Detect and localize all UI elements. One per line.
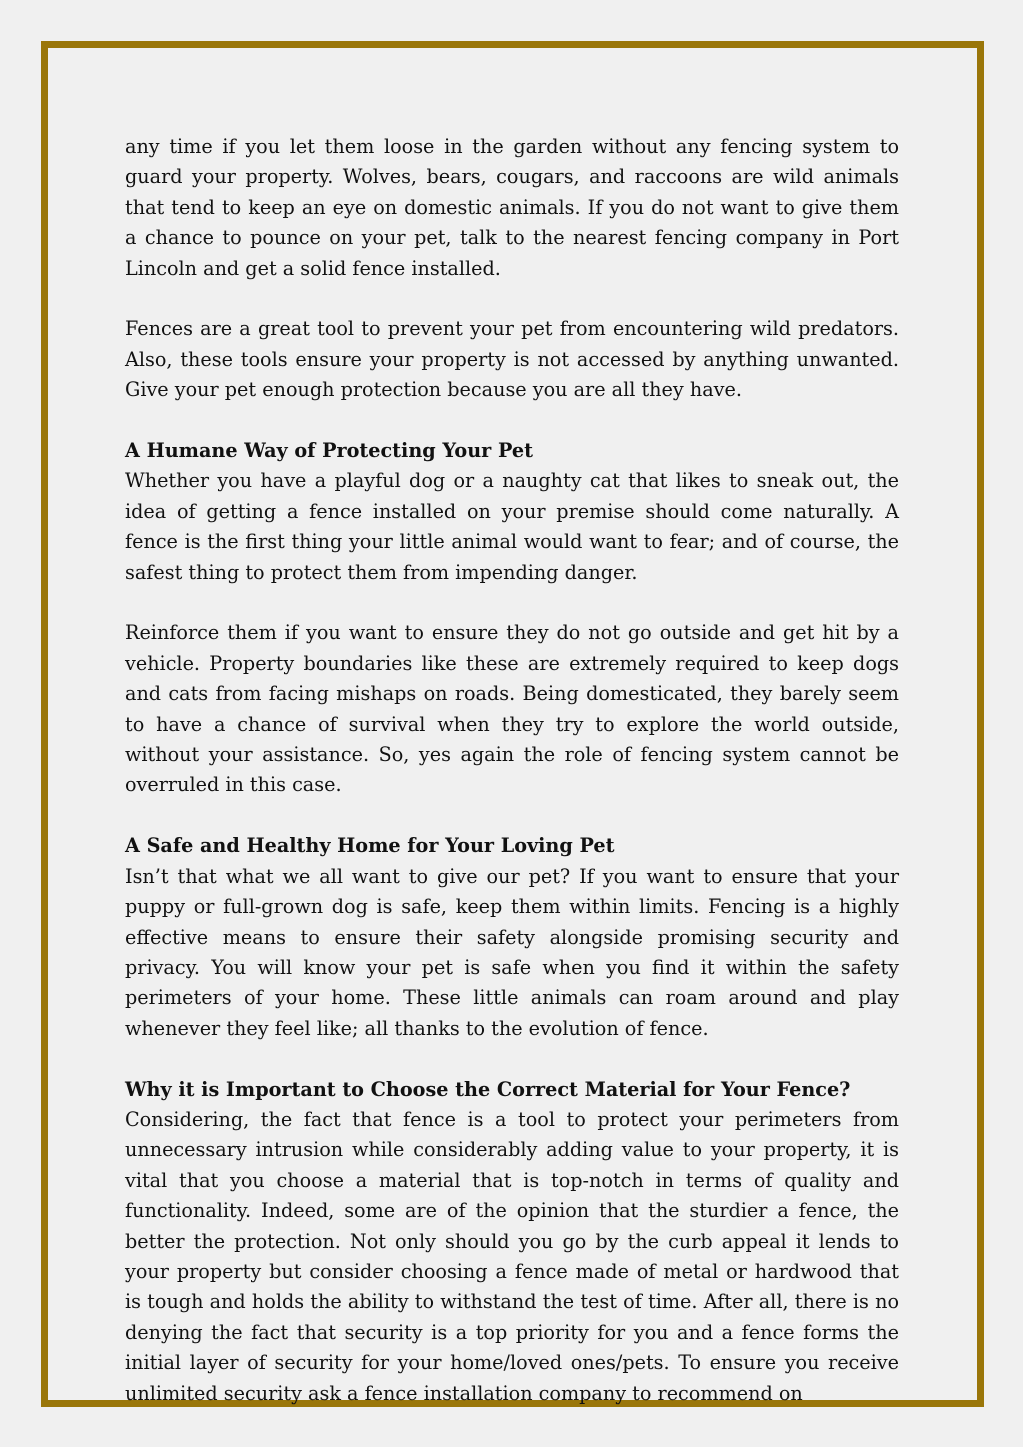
section-humane-way [125, 436, 899, 801]
document-body [125, 132, 899, 1439]
intro-paragraph-2: Fences are a great tool to prevent your pet from encountering wild predators. Also, these tools ensure your property is not accessed by anything unwanted. Give your pet enough protection because you are all they have. [125, 317, 899, 402]
section-paragraph: Whether you have a playful dog or a naughty cat that likes to sneak out, the idea of getting a fence installed on your premise should come naturally. A fence is the first thing your little animal would want to fear; and of course, the safest thing to protect them from impending danger. [125, 469, 899, 584]
section-paragraph: Considering, the fact that fence is a tool to protect your perimeters from unnecessary intrusion while considerably adding value to your property, it is vital that you choose a material that is top-notch in terms of quality and functionality. Indeed, some are of the opinion that the sturdier a fence, the better the protection. Not only should you go by the curb appeal it lends to your property but consider choosing a fence made of metal or hardwood that is tough and holds the ability to withstand the test of time. After all, there is no denying the fact that security is a top priority for you and a fence forms the initial layer of security for your home/loved ones/pets. To ensure you receive unlimited security ask a fence installation company to recommend on [125, 1107, 899, 1405]
section-heading: A Safe and Healthy Home for Your Loving Pet [125, 834, 615, 858]
section-paragraph: Reinforce them if you want to ensure they do not go outside and get hit by a vehicle. Property boundaries like these are extremely required to keep dogs and cats from facing mishaps on roads. Being domesticated, they barely seem to have a chance of survival when they try to explore the world outside, without your assistance. So, yes again the role of fencing system cannot be overruled in this case. [125, 621, 899, 797]
section-correct-material [125, 1075, 899, 1409]
section-paragraph: Isn’t that what we all want to give our pet? If you want to ensure that your puppy or full-grown dog is safe, keep them within limits. Fencing is a highly effective means to ensure their safety alongside promising security and privacy. You will know your pet is safe when you find it within the safety perimeters of your home. These little animals can roam around and play whenever they feel like; all thanks to the evolution of fence. [125, 864, 899, 1040]
section-heading: Why it is Important to Choose the Correct Material for Your Fence? [125, 1077, 851, 1101]
section-heading: A Humane Way of Protecting Your Pet [125, 439, 533, 463]
document-page [41, 41, 984, 1407]
intro-paragraph-1: any time if you let them loose in the garden without any fencing system to guard your property. Wolves, bears, cougars, and raccoons are wild animals that tend to keep an eye on domestic animals. If you do not want to give them a chance to pounce on your pet, talk to the nearest fencing company in Port Lincoln and get a solid fence installed. [125, 135, 899, 280]
section-safe-home [125, 831, 899, 1044]
